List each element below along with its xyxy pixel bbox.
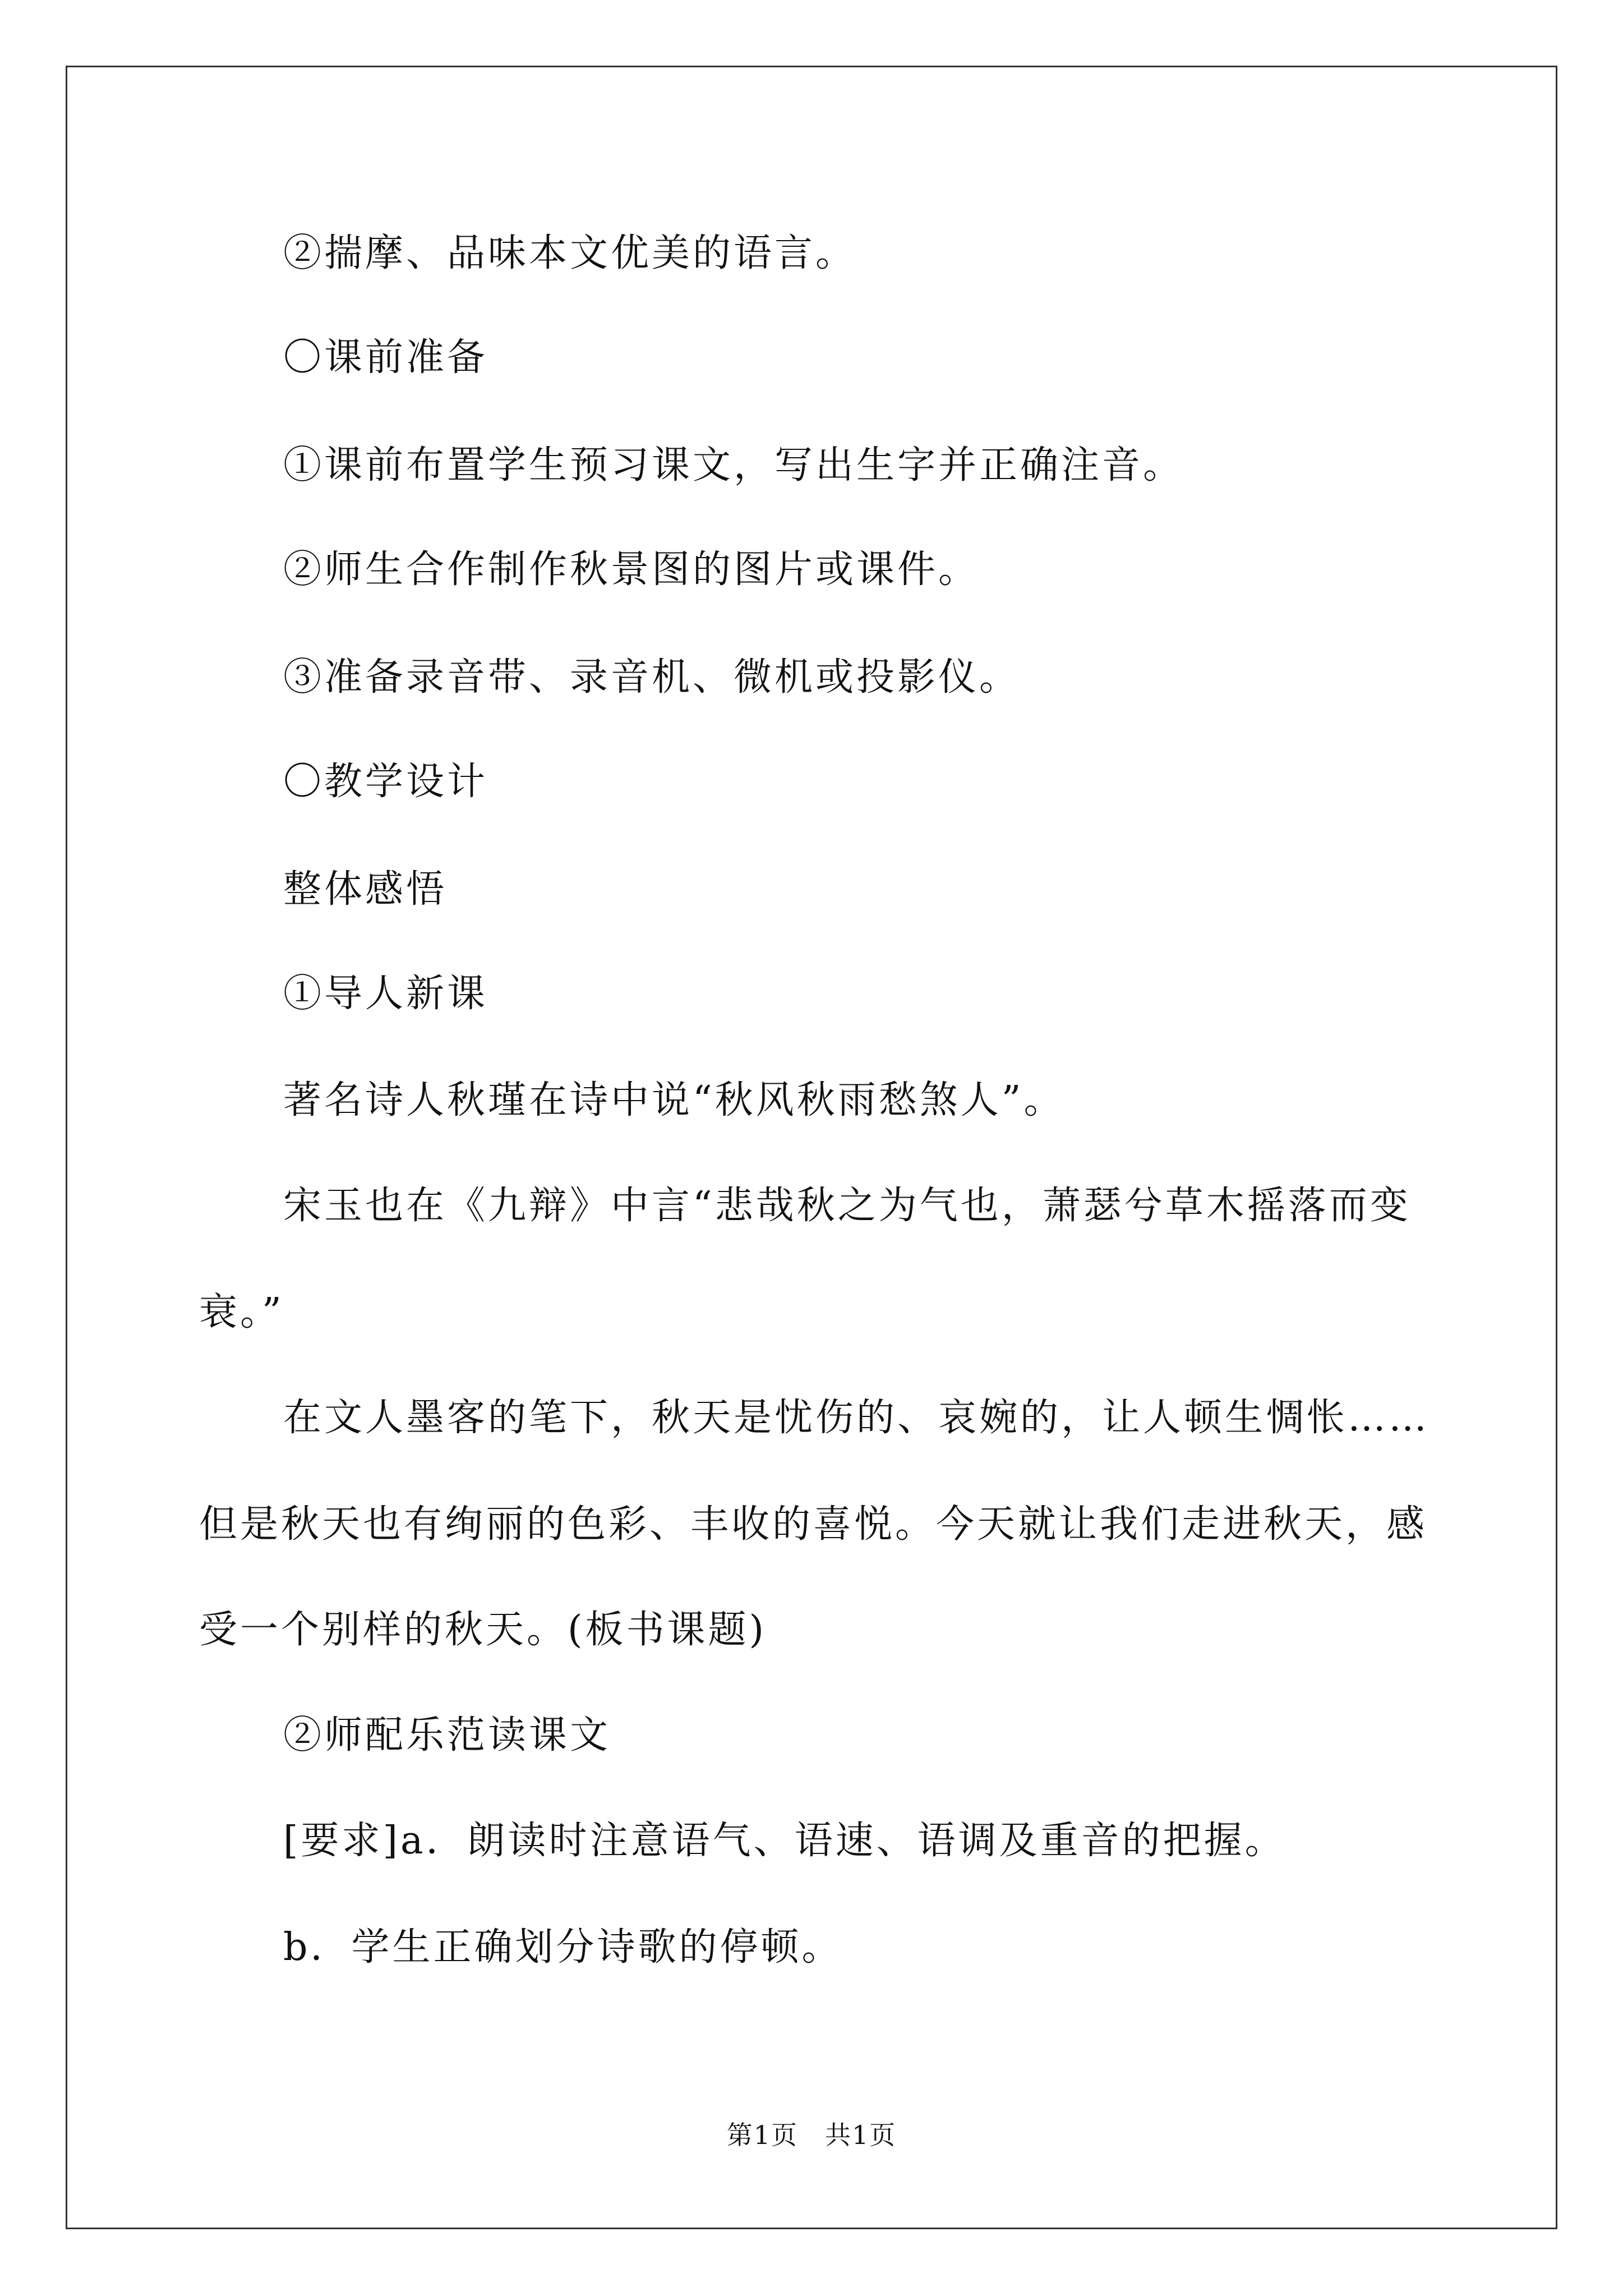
text-line: ②师配乐范读课文 bbox=[283, 1713, 611, 1757]
section-heading: 〇课前准备 bbox=[283, 335, 488, 380]
text-line: b．学生正确划分诗歌的停顿。 bbox=[283, 1925, 843, 1970]
text-line: ①导人新课 bbox=[283, 972, 488, 1016]
text-line: 受一个别样的秋天。(板书课题) bbox=[199, 1608, 767, 1652]
text-line: 宋玉也在《九辩》中言“悲哉秋之为气也，萧瑟兮草木摇落而变 bbox=[283, 1184, 1411, 1228]
page-footer: 第1页 共1页 bbox=[726, 2120, 897, 2150]
subsection-heading: 整体感悟 bbox=[283, 867, 448, 912]
page-border bbox=[66, 66, 1557, 2229]
section-heading: 〇教学设计 bbox=[283, 760, 488, 804]
text-line: ②师生合作制作秋景图的图片或课件。 bbox=[283, 547, 980, 592]
text-line: 衰。” bbox=[199, 1290, 284, 1335]
text-line: 在文人墨客的笔下，秋天是忧伤的、哀婉的，让人顿生惆怅…… bbox=[283, 1396, 1430, 1440]
text-line: ②揣摩、品味本文优美的语言。 bbox=[283, 231, 857, 275]
text-line: [要求]a．朗读时注意语气、语速、语调及重音的把握。 bbox=[283, 1819, 1286, 1863]
text-line: ③准备录音带、录音机、微机或投影仪。 bbox=[283, 655, 1021, 700]
text-line: 但是秋天也有绚丽的色彩、丰收的喜悦。今天就让我们走进秋天，感 bbox=[199, 1502, 1428, 1547]
text-line: 著名诗人秋瑾在诗中说“秋风秋雨愁煞人”。 bbox=[283, 1078, 1065, 1122]
text-line: ①课前布置学生预习课文，写出生字并正确注音。 bbox=[283, 443, 1184, 487]
